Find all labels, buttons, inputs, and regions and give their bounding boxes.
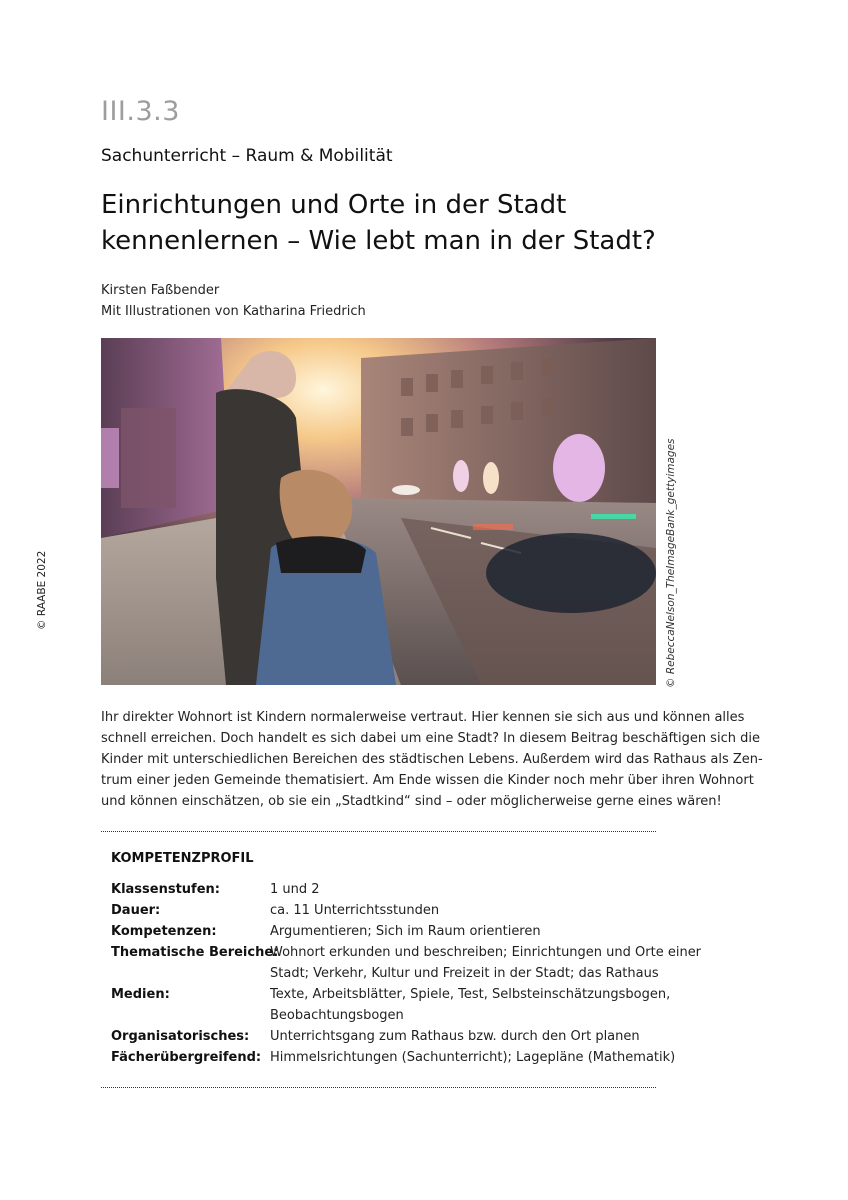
profile-label: Medien:: [111, 987, 170, 1002]
profile-value-line: Texte, Arbeitsblätter, Spiele, Test, Selbsteinschätzungsbogen,: [270, 987, 671, 1002]
profile-value: [270, 942, 702, 984]
photo-credit: © RebeccaNelson_TheImageBank_gettyimages: [665, 438, 677, 688]
dotted-divider: [101, 1087, 656, 1088]
profile-value: [270, 1026, 660, 1047]
profile-value-line: ca. 11 Unterrichtsstunden: [270, 903, 440, 918]
section-number: III.3.3: [101, 96, 180, 127]
intro-line: trum einer jeden Gemeinde thematisiert. Am Ende wissen die Kinder noch mehr über ihren Wohnort: [101, 773, 754, 788]
profile-value-line: Beobachtungsbogen: [270, 1008, 404, 1023]
city-street-photo: [101, 338, 656, 685]
copyright-notice: © RAABE 2022: [36, 550, 48, 630]
dotted-divider: [101, 831, 656, 832]
profile-label: Klassenstufen:: [111, 882, 220, 897]
profile-value-line: 1 und 2: [270, 882, 320, 897]
profile-value: [270, 879, 660, 900]
kompetenzprofil-heading: KOMPETENZPROFIL: [111, 851, 254, 866]
intro-line: Kinder mit unterschiedlichen Bereichen des städtischen Lebens. Außerdem wird das Rathaus als Zen-: [101, 752, 763, 767]
illustrator-credit: Mit Illustrationen von Katharina Friedrich: [101, 304, 366, 319]
profile-label: Dauer:: [111, 903, 161, 918]
intro-line: schnell erreichen. Doch handelt es sich dabei um eine Stadt? In diesem Beitrag beschäftigen sich die: [101, 731, 760, 746]
title-line: kennenlernen – Wie lebt man in der Stadt?: [101, 226, 656, 256]
profile-value-line: Argumentieren; Sich im Raum orientieren: [270, 924, 541, 939]
subject-line: Sachunterricht – Raum & Mobilität: [101, 146, 393, 166]
profile-label: Fächerübergreifend:: [111, 1050, 262, 1065]
profile-value: [270, 900, 660, 921]
author-block: [101, 280, 366, 322]
profile-value: [270, 1047, 676, 1068]
profile-value: [270, 921, 660, 942]
profile-value-line: Stadt; Verkehr, Kultur und Freizeit in der Stadt; das Rathaus: [270, 966, 659, 981]
profile-label: Organisatorisches:: [111, 1029, 250, 1044]
profile-value-line: Wohnort erkunden und beschreiben; Einrichtungen und Orte einer: [270, 945, 702, 960]
intro-line: und können einschätzen, ob sie ein „Stadtkind“ sind – oder möglicherweise gerne eines wären!: [101, 794, 722, 809]
author-name: Kirsten Faßbender: [101, 283, 220, 298]
page-title: [101, 187, 661, 259]
profile-label: Thematische Bereiche:: [111, 945, 279, 960]
profile-value: [270, 984, 671, 1026]
intro-line: Ihr direkter Wohnort ist Kindern normalerweise vertraut. Hier kennen sie sich aus und können alles: [101, 710, 745, 725]
profile-value-line: Himmelsrichtungen (Sachunterricht); Lagepläne (Mathematik): [270, 1050, 676, 1065]
profile-value-line: Unterrichtsgang zum Rathaus bzw. durch den Ort planen: [270, 1029, 640, 1044]
profile-label: Kompetenzen:: [111, 924, 217, 939]
intro-paragraph: [101, 707, 763, 812]
title-line: Einrichtungen und Orte in der Stadt: [101, 190, 567, 220]
